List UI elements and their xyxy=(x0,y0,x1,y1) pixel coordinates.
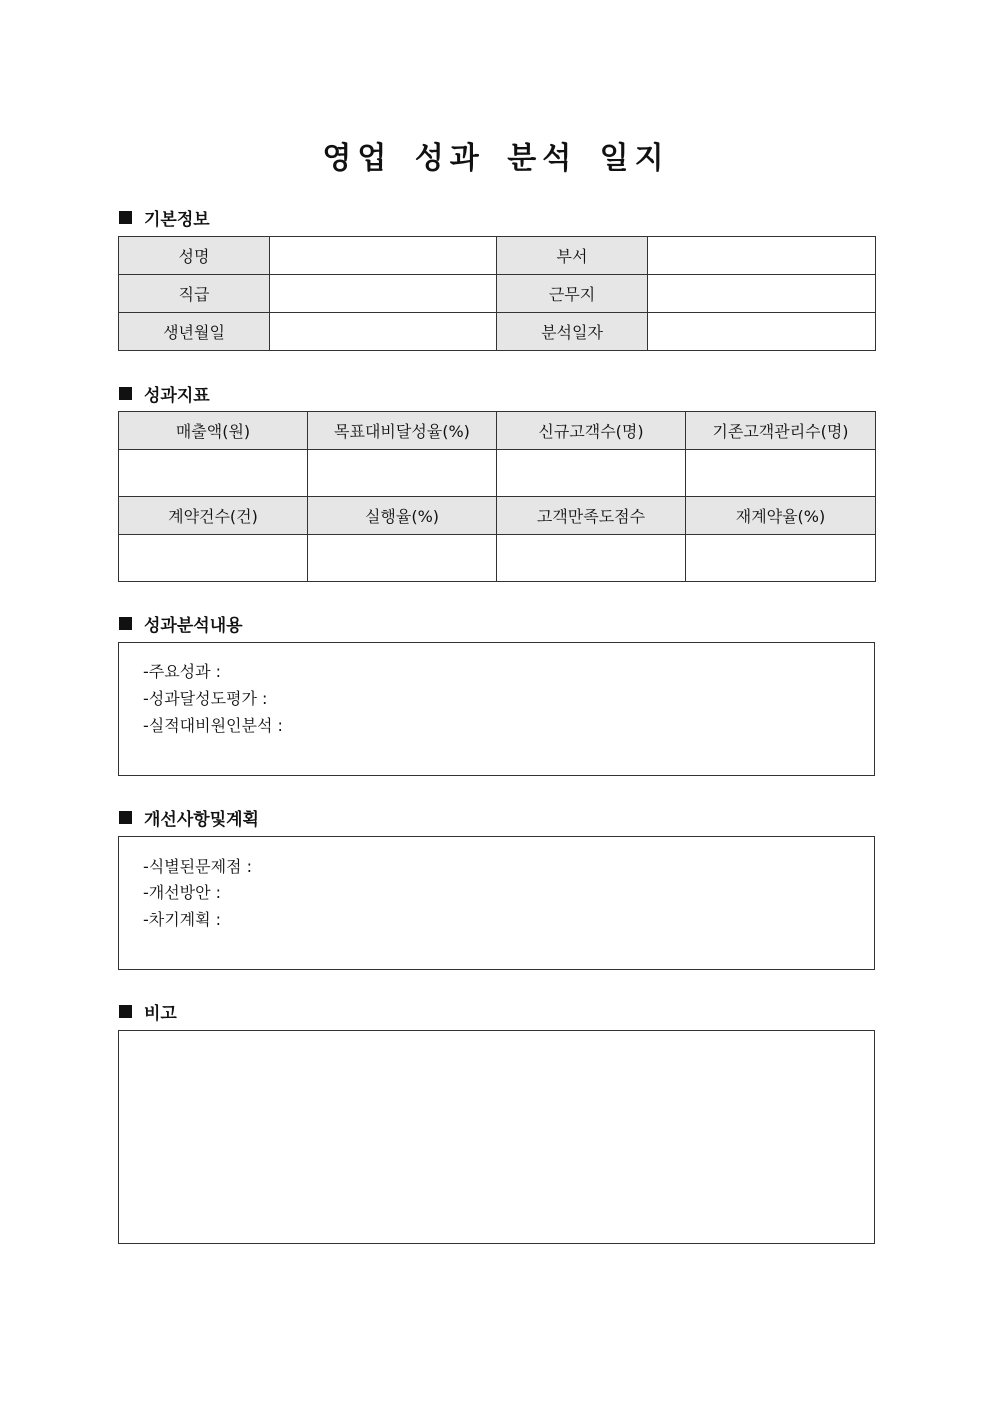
birthdate-label: 생년월일 xyxy=(119,313,270,351)
table-header-row xyxy=(119,497,876,535)
black-square-icon xyxy=(119,211,132,224)
new-customers-label: 신규고객수(명) xyxy=(497,412,686,450)
section-heading-remarks xyxy=(119,1000,177,1022)
table-row xyxy=(119,535,876,582)
workplace-field[interactable] xyxy=(648,275,876,313)
department-field[interactable] xyxy=(648,237,876,275)
achievement-evaluation-line: -성과달성도평가 : xyxy=(143,689,268,708)
section-heading-label: 개선사항및계획 xyxy=(144,809,259,830)
analysis-date-field[interactable] xyxy=(648,313,876,351)
table-header-row xyxy=(119,412,876,450)
execution-rate-label: 실행율(%) xyxy=(308,497,497,535)
contracts-label: 계약건수(건) xyxy=(119,497,308,535)
section-heading-label: 비고 xyxy=(144,1003,177,1024)
section-heading-improvement xyxy=(119,806,259,828)
department-label: 부서 xyxy=(497,237,648,275)
improvement-textbox[interactable] xyxy=(118,836,875,970)
new-customers-field[interactable] xyxy=(497,450,686,497)
black-square-icon xyxy=(119,387,132,400)
performance-metrics-table xyxy=(118,411,876,582)
target-achievement-label: 목표대비달성율(%) xyxy=(308,412,497,450)
renewal-rate-field[interactable] xyxy=(686,535,876,582)
revenue-label: 매출액(원) xyxy=(119,412,308,450)
black-square-icon xyxy=(119,617,132,630)
table-row xyxy=(119,275,876,313)
target-achievement-field[interactable] xyxy=(308,450,497,497)
analysis-date-label: 분석일자 xyxy=(497,313,648,351)
position-label: 직급 xyxy=(119,275,270,313)
table-row xyxy=(119,450,876,497)
workplace-label: 근무지 xyxy=(497,275,648,313)
existing-customers-label: 기존고객관리수(명) xyxy=(686,412,876,450)
improvement-plan-line: -개선방안 : xyxy=(143,883,222,902)
analysis-textbox[interactable] xyxy=(118,642,875,776)
section-heading-label: 성과분석내용 xyxy=(144,615,243,636)
section-heading-analysis xyxy=(119,612,243,634)
key-results-line: -주요성과 : xyxy=(143,662,222,681)
contracts-field[interactable] xyxy=(119,535,308,582)
name-label: 성명 xyxy=(119,237,270,275)
birthdate-field[interactable] xyxy=(270,313,497,351)
next-plan-line: -차기계획 : xyxy=(143,910,222,929)
execution-rate-field[interactable] xyxy=(308,535,497,582)
table-row xyxy=(119,313,876,351)
cause-analysis-line: -실적대비원인분석 : xyxy=(143,716,283,735)
section-heading-basic-info xyxy=(119,206,210,228)
page-title: 영업 성과 분석 일지 xyxy=(322,141,670,176)
section-heading-label: 성과지표 xyxy=(144,385,210,406)
section-heading-label: 기본정보 xyxy=(144,209,210,230)
table-row xyxy=(119,237,876,275)
remarks-textbox[interactable] xyxy=(118,1030,875,1244)
name-field[interactable] xyxy=(270,237,497,275)
existing-customers-field[interactable] xyxy=(686,450,876,497)
satisfaction-score-field[interactable] xyxy=(497,535,686,582)
basic-info-table xyxy=(118,236,876,351)
black-square-icon xyxy=(119,811,132,824)
identified-issues-line: -식별된문제점 : xyxy=(143,857,252,876)
black-square-icon xyxy=(119,1005,132,1018)
revenue-field[interactable] xyxy=(119,450,308,497)
section-heading-performance-metrics xyxy=(119,382,210,404)
renewal-rate-label: 재계약율(%) xyxy=(686,497,876,535)
position-field[interactable] xyxy=(270,275,497,313)
satisfaction-score-label: 고객만족도점수 xyxy=(497,497,686,535)
